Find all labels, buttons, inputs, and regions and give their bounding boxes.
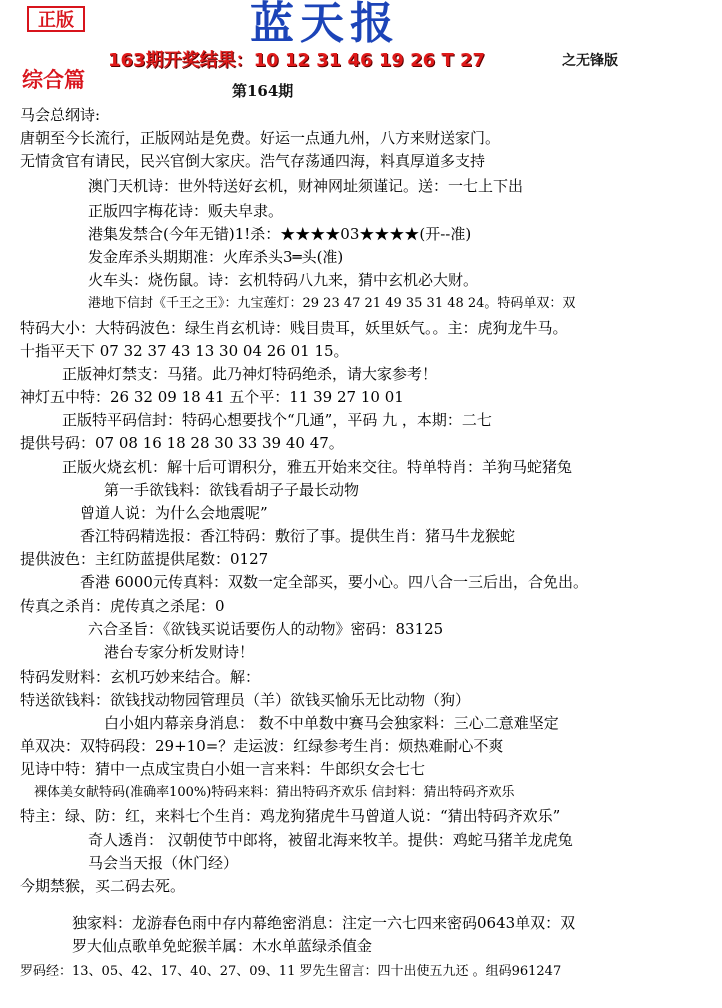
section-title: 综合篇 [22, 67, 85, 92]
text-line: 港地下信封《千王之王》：九宝莲灯：29 23 47 21 49 35 31 48 24。特码单双：双 [88, 296, 576, 311]
text-line: 裸体美女献特码(准确率100%)特码来料：猜出特码齐欢乐 信封料：猜出特码齐欢乐 [34, 785, 515, 800]
text-line: 见诗中特：猜中一点成宝贵白小姐一言来料：牛郎织女会七七 [20, 760, 426, 778]
text-line: 单双决：双特码段：29+10=？走运波：红绿参考生肖：烦热难耐心不爽 [20, 737, 504, 755]
text-line: 港台专家分析发财诗！ [104, 643, 255, 661]
text-line: 唐朝至今长流行，正版网站是免费。好运一点通九州，八方来财送家门。 [20, 129, 501, 147]
text-line: 十指平天下 07 32 37 43 13 30 04 26 01 15。 [20, 342, 349, 360]
period-number: 第164期 [232, 82, 294, 100]
text-line: 正版特平码信封：特码心想要找个“几通”，平码 九 ，本期：二七 [62, 411, 492, 429]
text-line: 特主：绿、防：红，来料七个生肖：鸡龙狗猪虎牛马曾道人说：“猜出特码齐欢乐” [20, 807, 561, 825]
text-line: 独家料：龙游春色雨中存内幕绝密消息：注定一六七四来密码0643单双：双 [72, 914, 576, 932]
text-line: 传真之杀肖：虎传真之杀尾：0 [20, 597, 225, 615]
text-line: 今期禁猴，买二码去死。 [20, 877, 186, 895]
edition-badge: 正版 [27, 6, 85, 32]
text-line: 香港 6000元传真料：双数一定全部买，要小心。四八合一三后出，合免出。 [80, 573, 588, 591]
text-line: 神灯五中特：26 32 09 18 41 五个平：11 39 27 10 01 [20, 388, 404, 406]
newspaper-title: 蓝天报 [250, 0, 400, 49]
text-line: 曾道人说：为什么会地震呢” [80, 504, 268, 522]
text-line: 奇人透肖： 汉朝使节中郎将，被留北海来牧羊。提供：鸡蛇马猪羊龙虎兔 [88, 831, 573, 849]
text-line: 澳门天机诗：世外特送好玄机，财神网址须谨记。送：一七上下出 [88, 177, 524, 195]
text-line: 罗大仙点歌单免蛇猴羊属：木水单蓝绿杀值金 [72, 937, 373, 955]
text-line: 无情贪官有请民，民兴官倒大家庆。浩气存荡通四海，料真厚道多支持 [20, 152, 486, 170]
text-line: 六合圣旨：《欲钱买说话要伤人的动物》密码：83125 [88, 620, 444, 638]
text-line: 正版神灯禁支：马猪。此乃神灯特码绝杀，请大家参考！ [62, 365, 438, 383]
text-line: 发金库杀头期期准：火库杀头3═头(准) [88, 248, 344, 266]
edition-label: 之无锋版 [562, 53, 618, 69]
text-line: 白小姐内幕亲身消息： 数不中单数中赛马会独家料：三心二意难坚定 [104, 714, 559, 732]
text-line: 特送欲钱料：欲钱找动物园管理员（羊）欲钱买愉乐无比动物（狗） [20, 691, 471, 709]
text-line: 香江特码精选报：香江特码：敷衍了事。提供生肖：猪马牛龙猴蛇 [80, 527, 516, 545]
text-line: 火车头：烧伤鼠。诗：玄机特码八九来，猜中玄机必大财。 [88, 271, 479, 289]
text-line: 提供波色：主红防蓝提供尾数：0127 [20, 550, 269, 568]
text-line: 特码发财料：玄机巧妙来结合。解： [20, 668, 261, 686]
text-line: 港集发禁合(今年无错)1!杀：★★★★03★★★★(开--准) [88, 225, 472, 243]
text-line: 提供号码：07 08 16 18 28 30 33 39 40 47。 [20, 434, 344, 452]
draw-result-banner: 163期开奖结果：10 12 31 46 19 26 T 27 [108, 50, 486, 71]
text-line: 正版四字梅花诗：贩夫皁隶。 [88, 202, 284, 220]
text-line: 第一手欲钱料：欲钱看胡子子最长动物 [104, 481, 360, 499]
text-line: 马会当天报（休门经） [88, 854, 239, 872]
text-line: 马会总纲诗: [20, 106, 101, 124]
text-line: 罗码经：13、05、42、17、40、27、09、11 罗先生留言：四十出使五九还 。组码961247 [20, 964, 562, 979]
text-line: 特码大小：大特码波色：绿生肖玄机诗：贱目贵耳，妖里妖气。。主：虎狗龙牛马。 [20, 319, 568, 337]
text-line: 正版火烧玄机：解十后可谓积分，雅五开始来交往。特单特肖：羊狗马蛇猪兔 [62, 458, 573, 476]
